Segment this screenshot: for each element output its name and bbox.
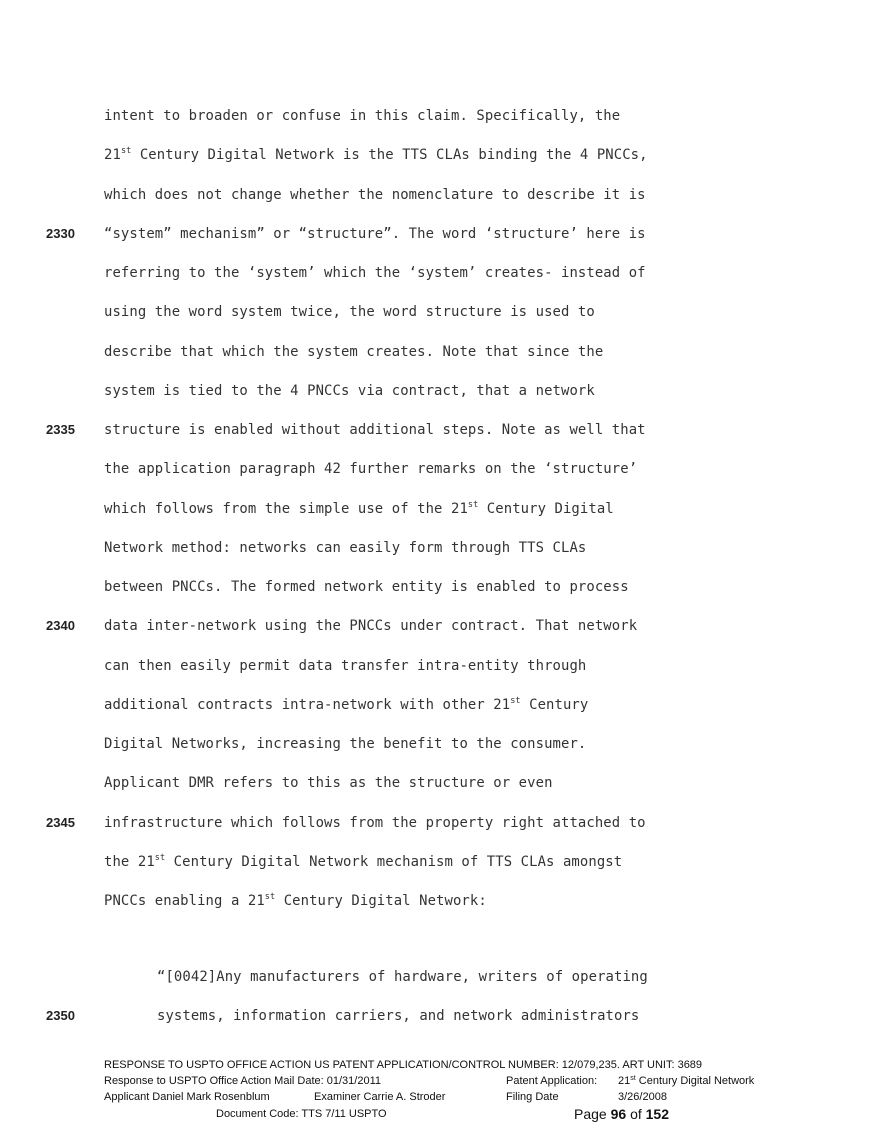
line-number: 2340 bbox=[46, 618, 75, 634]
footer-response-header: RESPONSE TO USPTO OFFICE ACTION US PATENT APPLICATION/CONTROL NUMBER: 12/079,235. ART UNIT: 3689 bbox=[104, 1059, 703, 1071]
of-word: of bbox=[630, 1106, 642, 1122]
text-line: the application paragraph 42 further remarks on the ‘structure’ bbox=[104, 461, 638, 478]
footer-row-3 bbox=[104, 1089, 804, 1105]
line-text-segment: Century bbox=[520, 696, 589, 713]
text-line: data inter-network using the PNCCs under contract. That network bbox=[104, 618, 638, 635]
ordinal-suffix: st bbox=[264, 892, 276, 902]
line-text-segment: 21 bbox=[104, 147, 121, 164]
text-line: structure is enabled without additional steps. Note as well that bbox=[104, 422, 646, 438]
line-text-segment: additional contracts intra-network with other 21 bbox=[104, 696, 511, 713]
footer-patent-application-title bbox=[618, 1073, 754, 1089]
text-line bbox=[104, 693, 588, 717]
line-text-segment: Century Digital Network is the TTS CLAs binding the 4 PNCCs, bbox=[131, 147, 648, 164]
ordinal-suffix: st bbox=[120, 146, 132, 157]
text-line: can then easily permit data transfer intra-entity through bbox=[104, 657, 587, 674]
text-line: intent to broaden or confuse in this claim. Specifically, the bbox=[104, 108, 621, 124]
page-indicator bbox=[574, 1105, 669, 1123]
line-text-segment: Century Digital Network mechanism of TTS CLAs amongst bbox=[165, 853, 623, 870]
line-text-segment: the 21 bbox=[104, 853, 155, 870]
ordinal-suffix: st bbox=[467, 499, 479, 510]
footer-title-suffix: st bbox=[630, 1075, 636, 1082]
footer-row-1 bbox=[104, 1057, 804, 1073]
text-line: “system” mechanism” or “structure”. The word ‘structure’ here is bbox=[104, 225, 646, 242]
footer-examiner: Examiner Carrie A. Stroder bbox=[314, 1091, 446, 1103]
line-number: 2335 bbox=[46, 422, 75, 437]
line-number: 2330 bbox=[46, 225, 75, 241]
line-number: 2345 bbox=[46, 814, 75, 830]
line-text-segment: Century Digital bbox=[478, 500, 614, 517]
line-number: 2350 bbox=[46, 1008, 75, 1024]
footer-patent-application-label: Patent Application: bbox=[506, 1075, 598, 1087]
text-line: Network method: networks can easily form through TTS CLAs bbox=[104, 539, 587, 556]
text-line: referring to the ‘system’ which the ‘system’ creates- instead of bbox=[104, 265, 646, 281]
footer-filing-date: 3/26/2008 bbox=[618, 1091, 667, 1103]
line-text-segment: PNCCs enabling a 21 bbox=[104, 893, 265, 909]
footer-response-date: Response to USPTO Office Action Mail Date: 01/31/2011 bbox=[104, 1075, 381, 1087]
text-line bbox=[104, 497, 614, 521]
page-footer bbox=[104, 1057, 804, 1123]
ordinal-suffix: st bbox=[154, 852, 166, 863]
text-line bbox=[104, 889, 487, 913]
page-total: 152 bbox=[645, 1106, 669, 1122]
text-line bbox=[104, 850, 622, 874]
text-line: infrastructure which follows from the property right attached to bbox=[104, 814, 646, 831]
page-number: 96 bbox=[610, 1106, 627, 1122]
line-text-segment: which follows from the simple use of the 21 bbox=[104, 500, 468, 517]
text-line: systems, information carriers, and network administrators bbox=[157, 1008, 640, 1025]
text-line: “[0042]Any manufacturers of hardware, writers of operating bbox=[157, 969, 648, 985]
footer-row-2 bbox=[104, 1073, 804, 1089]
footer-document-code: Document Code: TTS 7/11 USPTO bbox=[216, 1108, 387, 1120]
footer-applicant: Applicant Daniel Mark Rosenblum bbox=[104, 1091, 270, 1103]
text-line bbox=[104, 143, 648, 167]
text-line: describe that which the system creates. Note that since the bbox=[104, 343, 604, 360]
text-line: system is tied to the 4 PNCCs via contract, that a network bbox=[104, 382, 595, 399]
footer-title-number: 21 bbox=[618, 1075, 631, 1087]
ordinal-suffix: st bbox=[510, 695, 521, 706]
text-line: using the word system twice, the word structure is used to bbox=[104, 304, 595, 321]
line-text-segment: Century Digital Network: bbox=[275, 893, 487, 909]
footer-filing-date-label: Filing Date bbox=[506, 1091, 559, 1103]
text-line: Applicant DMR refers to this as the structure or even bbox=[104, 775, 553, 792]
text-line: which does not change whether the nomenclature to describe it is bbox=[104, 186, 646, 203]
text-line: between PNCCs. The formed network entity is enabled to process bbox=[104, 579, 629, 595]
text-line: Digital Networks, increasing the benefit to the consumer. bbox=[104, 736, 587, 752]
footer-row-4 bbox=[104, 1105, 804, 1123]
page-word: Page bbox=[574, 1106, 607, 1122]
footer-title-rest: Century Digital Network bbox=[635, 1075, 755, 1087]
